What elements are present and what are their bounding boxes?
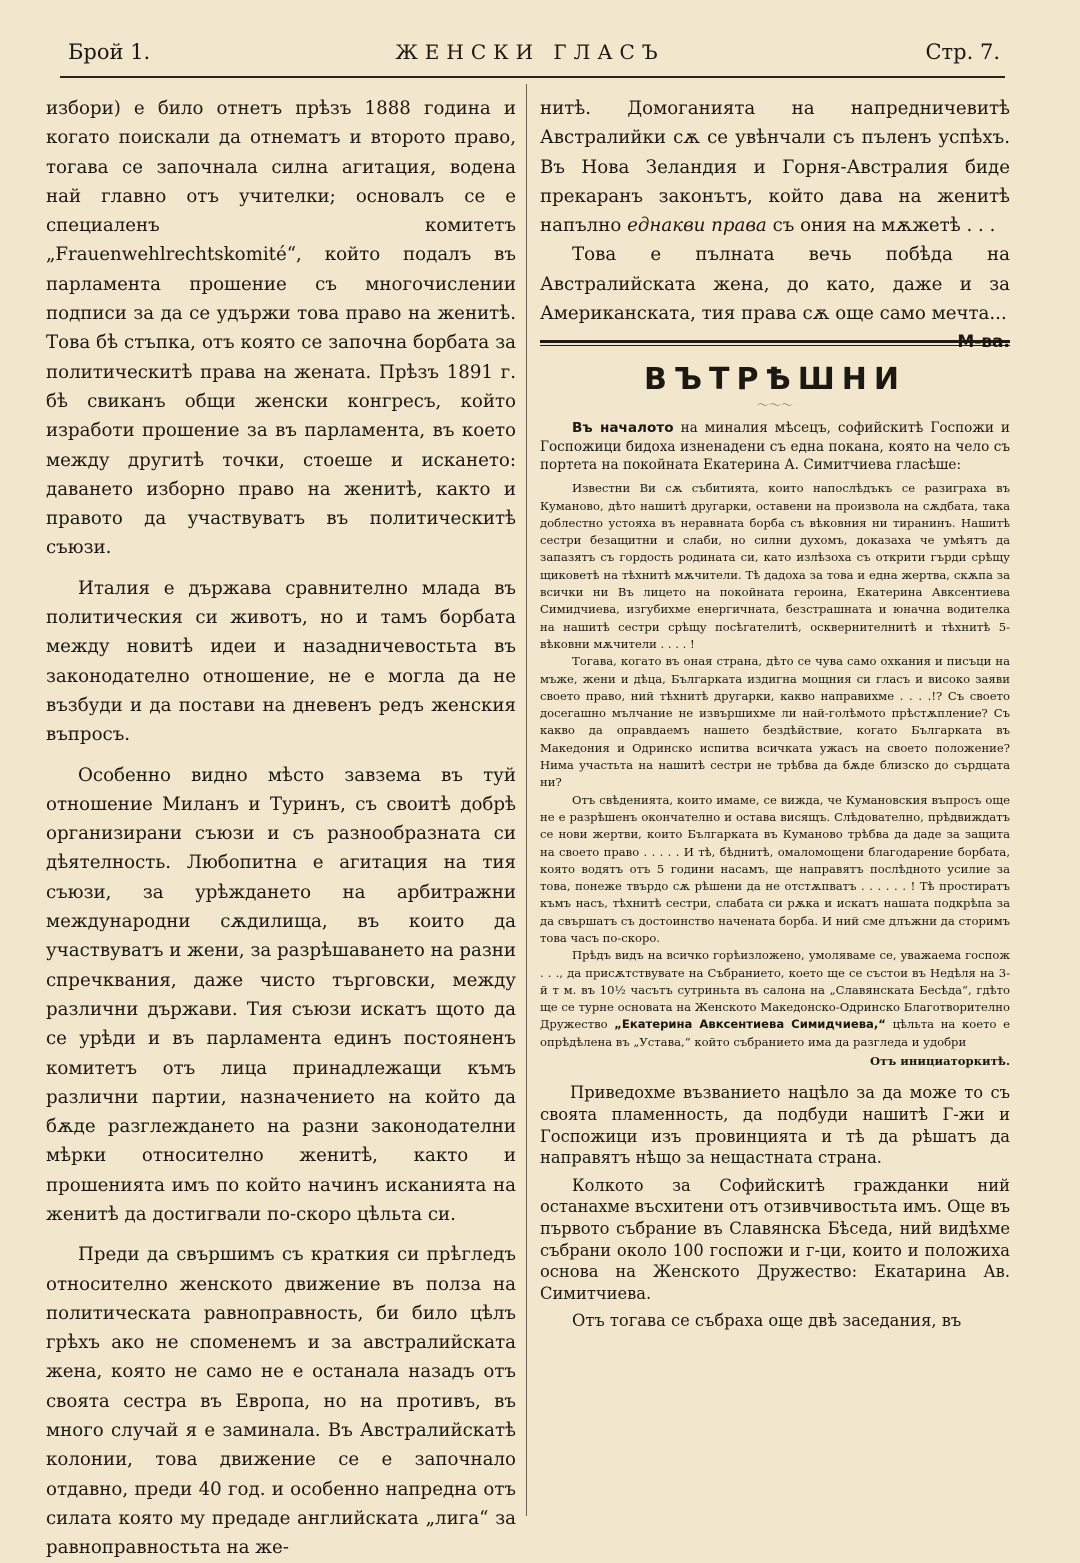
section-title: ВЪТРѢШНИ [644,362,906,398]
text-run: нитѣ. Домоганията на напредничевитѣ Австралийки сѫ се увѣнчали съ пъленъ успѣхъ. Въ Нова Зеландия и Горня-Австралия биде прекаранъ законътъ, който дава на женитѣ напълно [540,98,1010,237]
article-paragraph: Колкото за Софийскитѣ гражданки ний останахме въсхитени отъ отзивчивостьта имъ. Още въ първото събрание въ Славянска Бѣседа, ний видѣхме събрани около 100 госпожи и г-ци, които и положиха основа на Женското Дружество: Екатарина Ав. Симитчиева. [540,1175,1010,1303]
issue-number: Брой 1. [68,40,151,64]
left-column [46,94,516,1563]
article-paragraph: Отъ тогава се събраха още двѣ заседания, въ [572,1311,962,1331]
text-run: съ ония на мѫжетѣ . . . [772,215,996,237]
ornament-icon: 〜〜〜 [756,398,793,413]
article-paragraph: Италия е държава сравнително млада въ политическия си животъ, но и тамъ борбата между новитѣ идеи и назадничевостьта въ законодателно отношение, не е могла да не възбуди и да постави на дневенъ редъ женския въпросъ. [46,577,516,746]
italic-phrase: еднакви права [627,215,767,237]
page-header [60,40,1000,74]
section-intro [540,419,1010,474]
header-rule [60,76,1005,78]
intro-lead: Въ началото [572,420,674,437]
newspaper-title: ЖЕНСКИ ГЛАСЪ [395,40,665,64]
right-column [540,94,1010,1332]
text-run: цѣльта на което е опрѣдѣлена въ „Устава,“ който събранието има да разгледа и удобри [540,1017,1011,1049]
article-paragraph [540,240,1010,353]
page-number: Стр. 7. [925,40,1000,64]
society-name: „Екатерина Авксентиева Симидчиева,“ [614,1017,886,1032]
appeal-paragraph: Известни Ви сѫ събитията, които напослѣдъкъ се разиграха въ Куманово, дѣто нашитѣ другарки, оставени на произвола на сѫдбата, така доблестно устояха въ неравната борба съ вѣковния ни тиранинъ. Нашитѣ сестри безащитни и слаби, но силни духомъ, доказаха че умѣятъ да запазятъ съ гордость родината си, като излѣзоха съ открити гърди срѣщу щиковетѣ на тѣхнитѣ мѫчители. Тѣ дадоха за това и една жертва, скѫпа за всички ни Въ лицето на покойната героина, Екатерина Авксентиева Симидчиева, изгубихме енергичната, безстрашната и юначна водителка на нашитѣ сестри срѣщу посѣгателитѣ, осквернителнитѣ и тѣхнитѣ 5-вѣковни мѫчители . . . . ! [540,481,1010,651]
text-run: Това е пълната вечь побѣда на Австралийската жена, до като, даже и за Американската, тия права сѫ още само мечта... [540,244,1010,325]
article-paragraph: Преди да свършимъ съ краткия си прѣгледъ относително женското движение въ полза на политическата равноправность, би било цѣлъ грѣхъ ако не споменемъ и за австралийската жена, която не само не е останала назадъ отъ своята сестра въ Европа, но на противъ, въ много случай я е заминала. Въ Австралийскатѣ колонии, това движение се е започнало отдавно, преди 40 год. и особенно напредна отъ силата която му предаде английската „лига“ за равноправностьта на же- [46,1244,516,1559]
appeal-block [540,480,1010,1070]
appeal-paragraph: Отъ свѣденията, които имаме, се вижда, че Кумановския въпросъ още не е разрѣшенъ окончателно и остава висящъ. Слѣдователно, прѣдвиждатъ се нови жертви, които Българката въ Куманово трѣбва да даде за защита на своето право . . . . . И тѣ, бѣднитѣ, омаломощени благодарение борбата, която водятъ отъ 5 години насамъ, ще направятъ послѣдното усилие за това, понеже твърдо сѫ рѣшени да не отстѫпватъ . . . . . . ! Тѣ простиратъ къмъ насъ, тѣхнитѣ сестри, слабата си рѫка и искатъ нашата подкрѣпа за да свършатъ съ достоинство начената борба. И ний сме длъжни да сторимъ това часъ по-скоро. [540,792,1010,945]
article-paragraph: Приведохме възванието нацѣло за да може то съ своята пламенность, да подбуди нашитѣ Г-жи и Госпожици изъ провинцията и тѣ да рѣшатъ да направятъ нѣщо за нещастната страна. [540,1083,1010,1168]
article-paragraph: избори) е било отнетъ прѣзъ 1888 година и когато поискали да отнематъ и второто право, тогава се започнала силна агитация, водена най главно отъ учителки; основалъ се е специаленъ комитетъ „Frauenwehlrechtskomité“, който подалъ въ парламента прошение съ многочислении подписи за да се удържи това право на женитѣ. Това бѣ стъпка, отъ която се започна борбата за политическитѣ права на жената. Прѣзъ 1891 г. бѣ свиканъ общи женски конгресъ, който изработи прошение за въ парламента, въ което между другитѣ точки, стоеше и искането: даването изборно право на женитѣ, както и правото да участвуватъ въ политическитѣ съюзи. [46,98,516,559]
text-run: на миналия мѣсецъ, софийскитѣ Госпожи и Госпожици бидоха изненадени съ една покана, която на чело съ портета на покойната Екатерина А. Симитчиева гласѣше: [540,420,1010,473]
article-paragraph: Особенно видно мѣсто завзема въ туй отношение Миланъ и Туринъ, съ своитѣ добрѣ организирани съюзи и съ разнообразната си дѣятелность. Любопитна е агитация на тия съюзи, за урѣждането на арбитражни международни сѫдилища, въ които да участвуватъ и жени, за разрѣшаването на разни спречквания, даже чисто търговски, между различни държави. Тия съюзи искатъ щото да се урѣди и въ парламента единъ постояненъ комитетъ отъ лица принадлежащи къмъ различни партии, назначението на който да бѫде разглеждането на разни законодателни мѣрки относително женитѣ, както и прошенията имъ по който начинъ исканията на женитѣ да достигвали по-скоро цѣльта си. [46,764,516,1225]
column-divider [526,84,527,1516]
appeal-paragraph [540,947,1010,1051]
author-signature: М-ва. [957,332,1010,353]
article-paragraph [540,94,1010,240]
appeal-signature: Отъ инициаторкитѣ. [870,1054,1010,1069]
appeal-paragraph: Тогава, когато въ оная страна, дѣто се чува само охкания и писъци на мъже, жени и дѣца, Българката издигна мощния си гласъ и високо заяви своето право, ний тѣхнитѣ другарки, какво направихме . . . .!? Съ своето досегашно мълчание не извършихме ли най-голѣмото прѣстѫпление? Съ какво да оправдаемъ нашето бездѣйствие, когато Българката въ Македония и Одринско испитва всичката ужасъ на своето положение? Нима участьта на нашитѣ сестри не трѣбва да бѫде близско до сърдцата ни? [540,654,1010,790]
text-run: Прѣдъ видъ на всичко горѣизложено, умоляваме се, уважаема госпож . . ., да присѫтствувате на Събранието, което ще се състои въ Недѣля на 3-й т м. въ 10½ часътъ сутриньта въ салона на „Славянската Бесѣда“, гдѣто ще се турне основата на Женското Македонско-Одринско Благотворително Дружество [540,948,1010,1032]
